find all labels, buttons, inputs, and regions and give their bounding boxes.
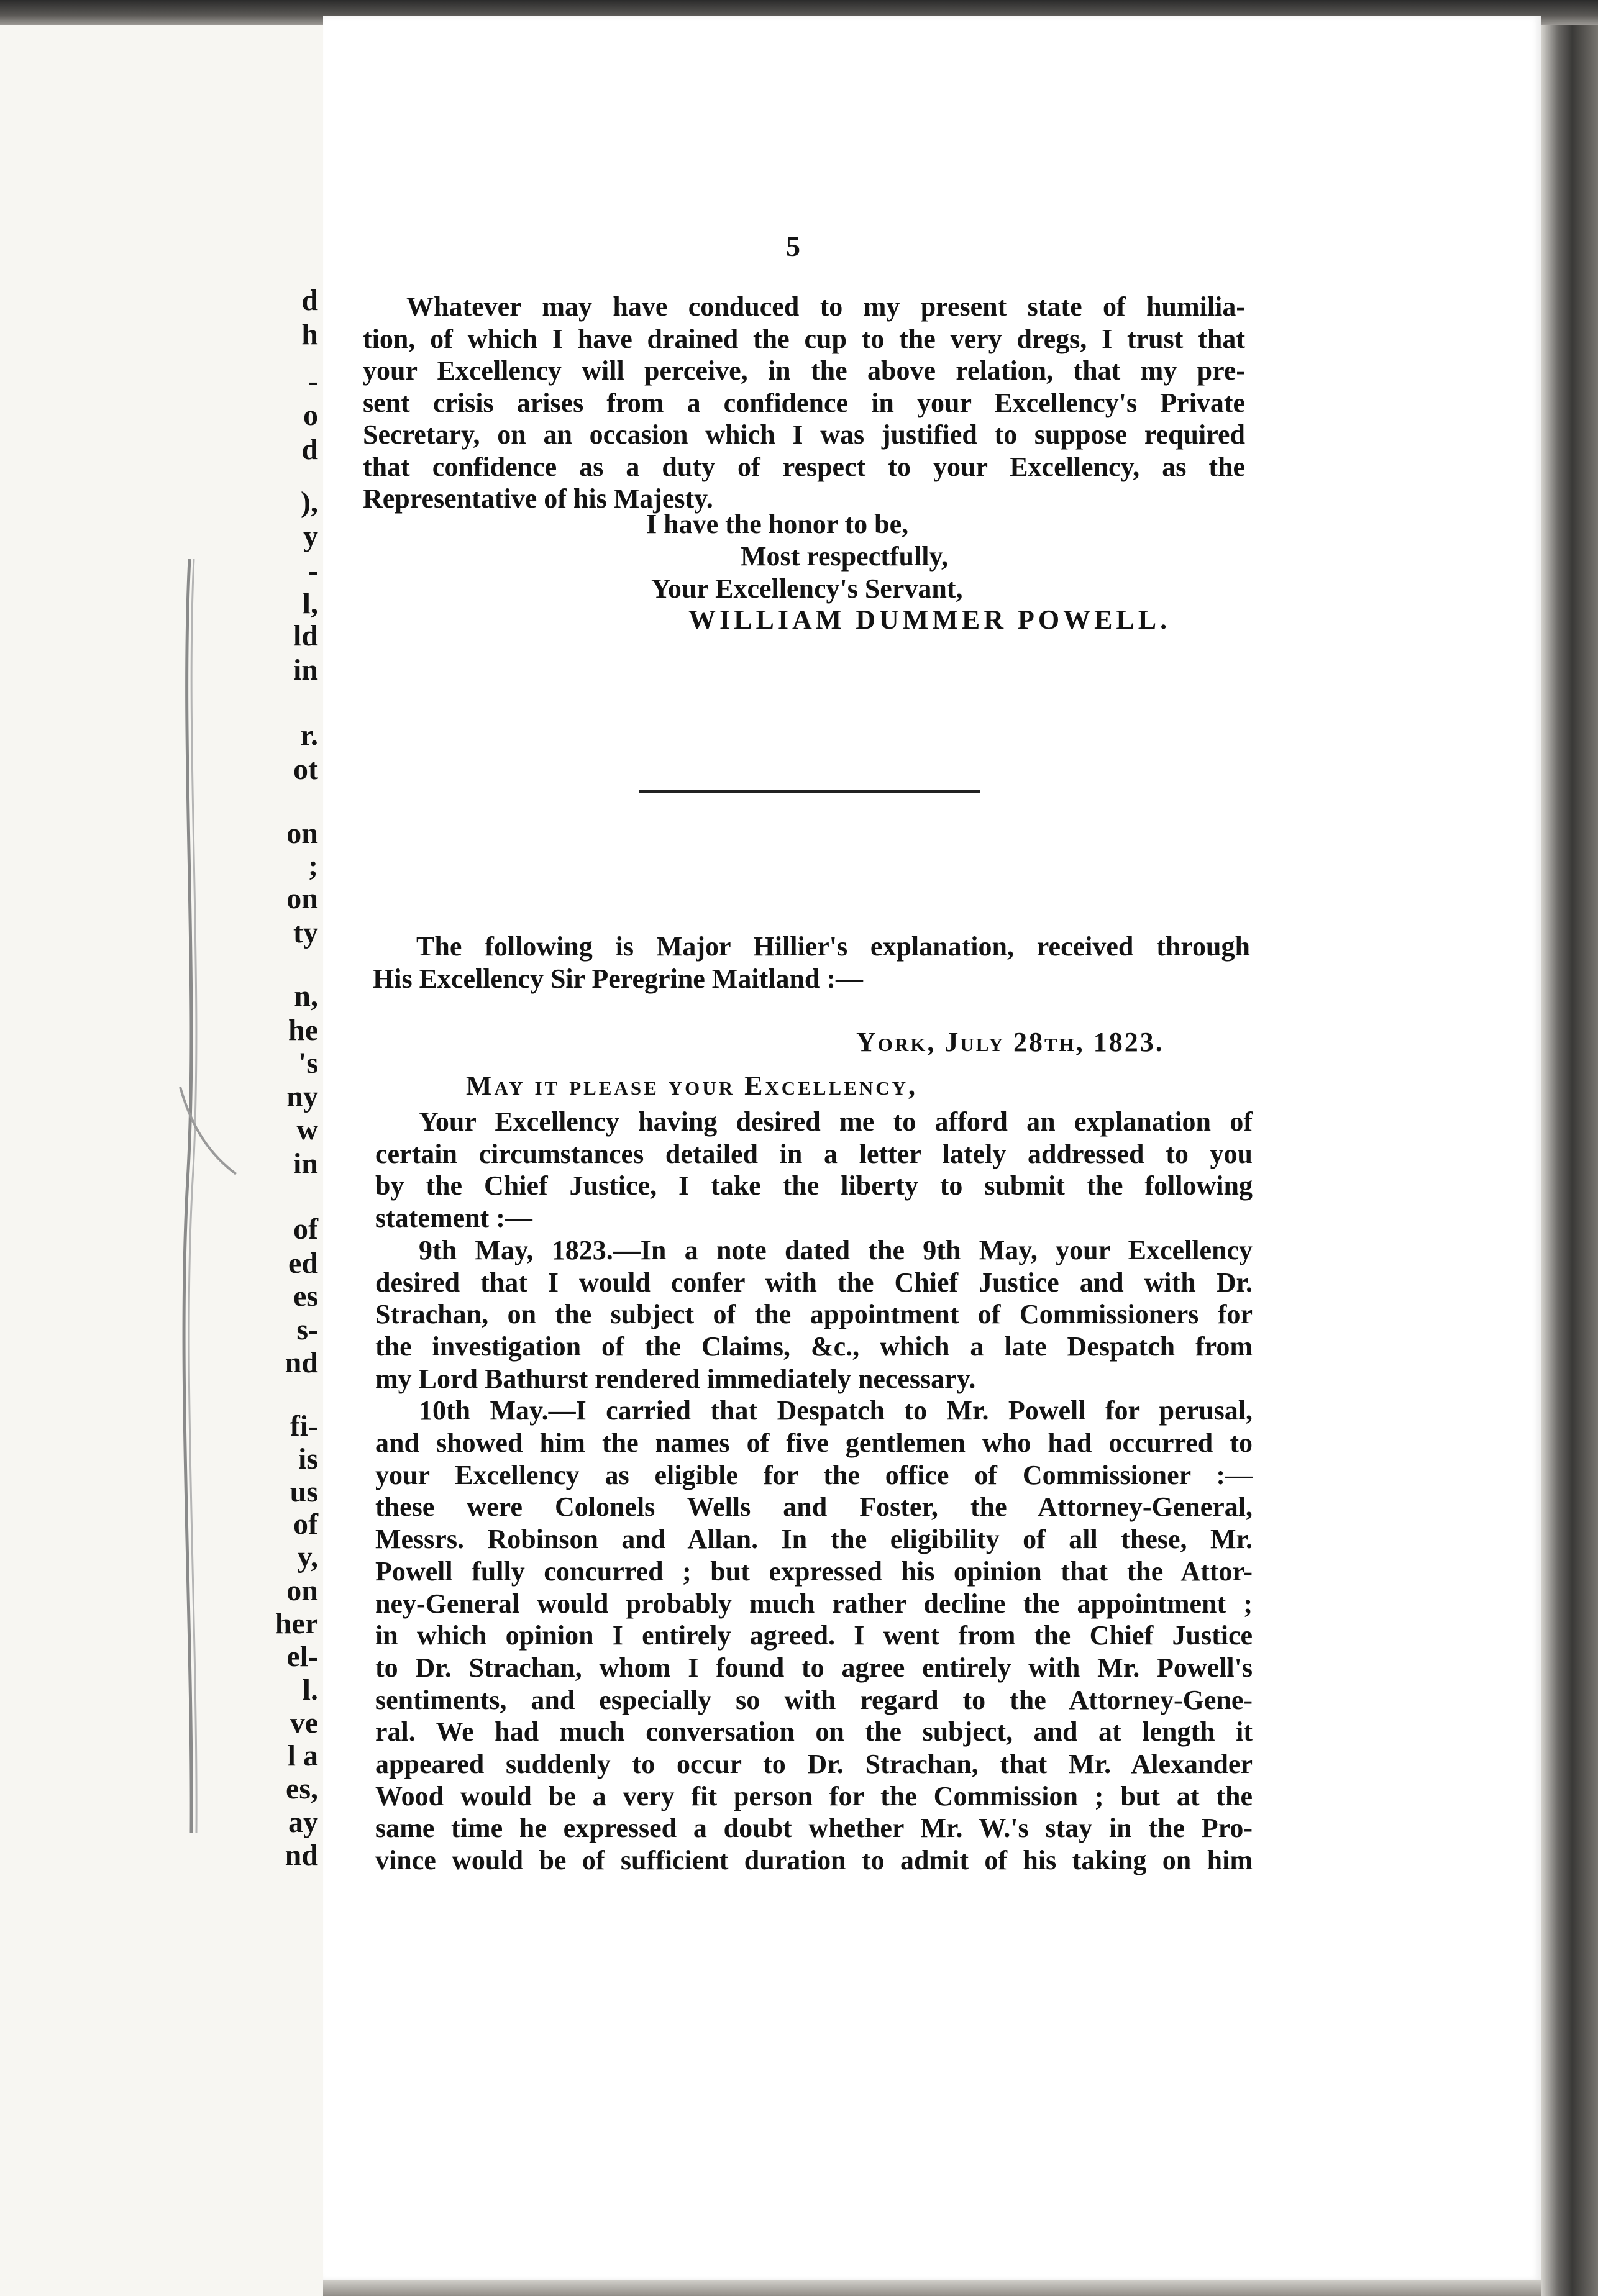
facing-page-text-fragment: he: [288, 1014, 318, 1047]
facing-page-text-fragment: -: [308, 365, 318, 398]
signature: WILLIAM DUMMER POWELL.: [688, 604, 1171, 635]
text-line: that confidence as a duty of respect to your Excellency, as the: [363, 451, 1245, 482]
facing-page-text-fragment: ed: [288, 1247, 318, 1280]
text-line: Secretary, on an occasion which I was justified to suppose required: [363, 419, 1245, 450]
text-line: the investigation of the Claims, &c., which a late Despatch from: [375, 1331, 1253, 1362]
text-line: Strachan, on the subject of the appointment of Commissioners for: [375, 1299, 1253, 1330]
closing-line: Your Excellency's Servant,: [651, 573, 963, 604]
facing-page-text-fragment: us: [290, 1475, 318, 1508]
text-line: my Lord Bathurst rendered immediately necessary.: [375, 1363, 976, 1394]
facing-page-text-fragment: es,: [286, 1772, 318, 1805]
facing-page-text-fragment: es: [293, 1280, 318, 1313]
text-line: Whatever may have conduced to my present state of humilia-: [406, 291, 1245, 322]
page-number: 5: [786, 230, 800, 262]
facing-page-text-fragment: her: [275, 1607, 318, 1640]
text-line: Powell fully concurred ; but expressed his opinion that the Attor-: [375, 1556, 1253, 1587]
facing-page-text-fragment: n,: [294, 980, 318, 1013]
facing-page-text-fragment: o: [303, 399, 318, 432]
text-line: to Dr. Strachan, whom I found to agree entirely with Mr. Powell's: [375, 1652, 1253, 1683]
text-line: tion, of which I have drained the cup to the very dregs, I trust that: [363, 323, 1245, 354]
facing-page-text-fragment: y: [303, 520, 318, 553]
text-line: sent crisis arises from a confidence in your Excellency's Private: [363, 387, 1245, 418]
facing-page-text-fragment: l a: [287, 1739, 318, 1772]
facing-page-text-fragment: on: [286, 882, 318, 915]
facing-page-text-fragment: ny: [286, 1080, 318, 1113]
text-line: appeared suddenly to occur to Dr. Strachan, that Mr. Alexander: [375, 1749, 1253, 1780]
facing-page-text-fragment: ty: [293, 916, 318, 949]
facing-page-text-fragment: 's: [298, 1047, 318, 1080]
intro-paragraph: [373, 931, 1250, 995]
text-line: Your Excellency having desired me to afford an explanation of: [419, 1106, 1253, 1137]
text-line: your Excellency as eligible for the office of Commissioner :—: [375, 1459, 1253, 1490]
facing-page-text-fragment: of: [293, 1213, 318, 1246]
facing-page-text-fragment: on: [286, 1574, 318, 1607]
text-line: sentiments, and especially so with regard to the Attorney-Gene-: [375, 1684, 1253, 1715]
dateline: [856, 1026, 1164, 1058]
facing-page-text-fragment: is: [298, 1442, 318, 1475]
facing-page-text-fragment: in: [293, 654, 318, 686]
text-line: The following is Major Hillier's explanation, received through: [416, 931, 1250, 962]
salutation: May it please your Excellency,: [466, 1070, 918, 1101]
facing-page-text-fragment: ;: [308, 849, 318, 882]
binding-thread: [155, 559, 242, 1833]
text-line: Representative of his Majesty.: [363, 483, 713, 514]
facing-page-text-fragment: y,: [297, 1541, 318, 1574]
closing-line: I have the honor to be,: [646, 509, 909, 539]
scan-right-edge: [1541, 25, 1598, 2296]
facing-page-text-fragment: l,: [302, 587, 318, 620]
closing-line: Most respectfully,: [741, 541, 949, 572]
text-line: Wood would be a very fit person for the Commission ; but at the: [375, 1780, 1253, 1811]
facing-page-text-fragment: ld: [293, 619, 318, 652]
text-line: Messrs. Robinson and Allan. In the eligibility of all these, Mr.: [375, 1524, 1253, 1555]
facing-page-text-fragment: on: [286, 817, 318, 850]
facing-page-text-fragment: nd: [285, 1346, 318, 1379]
facing-page-text-fragment: s-: [296, 1313, 318, 1346]
text-line: and showed him the names of five gentlemen who had occurred to: [375, 1428, 1253, 1459]
facing-page-text-fragment: fi-: [290, 1410, 318, 1442]
text-line: ney-General would probably much rather decline the appointment ;: [375, 1588, 1253, 1619]
facing-page-text-fragment: in: [293, 1147, 318, 1180]
facing-page-text-fragment: r.: [300, 719, 318, 752]
facing-page-text-fragment: of: [293, 1508, 318, 1541]
facing-page-text-fragment: ay: [288, 1806, 318, 1839]
text-line: certain circumstances detailed in a letter lately addressed to you: [375, 1138, 1253, 1169]
letter1-paragraph: [363, 291, 1245, 515]
scan-bottom-edge: [323, 2280, 1541, 2296]
text-line: by the Chief Justice, I take the liberty to submit the following: [375, 1170, 1253, 1201]
letter2-body: [375, 1106, 1253, 1877]
facing-page-text-fragment: ),: [301, 486, 318, 519]
facing-page-text-fragment: d: [301, 433, 318, 466]
facing-page-text-fragment: w: [296, 1113, 318, 1146]
text-line: desired that I would confer with the Chief Justice and with Dr.: [375, 1267, 1253, 1298]
section-divider: [639, 790, 980, 793]
text-line: your Excellency will perceive, in the above relation, that my pre-: [363, 355, 1245, 386]
text-line: 10th May.—I carried that Despatch to Mr. Powell for perusal,: [419, 1395, 1253, 1426]
text-line: statement :—: [375, 1203, 532, 1234]
facing-page-text-fragment: h: [301, 318, 318, 351]
text-line: ral. We had much conversation on the subject, and at length it: [375, 1716, 1253, 1747]
facing-page-text-fragment: l.: [302, 1674, 318, 1706]
text-line: vince would be of sufficient duration to admit of his taking on him: [375, 1845, 1253, 1876]
facing-page-text-fragment: ot: [293, 753, 318, 786]
text-line: His Excellency Sir Peregrine Maitland :—: [373, 963, 864, 994]
facing-page-text-fragment: el-: [286, 1640, 318, 1673]
facing-page-text-fragment: ve: [290, 1706, 318, 1739]
text-line: in which opinion I entirely agreed. I went from the Chief Justice: [375, 1620, 1253, 1651]
text-line: these were Colonels Wells and Foster, the Attorney-General,: [375, 1492, 1253, 1523]
facing-page-text-fragment: d: [301, 284, 318, 317]
facing-page-text-fragment: nd: [285, 1839, 318, 1872]
facing-page-text-fragment: -: [308, 554, 318, 587]
text-line: 9th May, 1823.—In a note dated the 9th May, your Excellency: [419, 1234, 1253, 1265]
text-line: same time he expressed a doubt whether Mr. W.'s stay in the Pro-: [375, 1813, 1253, 1844]
dateline-text: York, July 28th, 1823.: [856, 1027, 1164, 1057]
